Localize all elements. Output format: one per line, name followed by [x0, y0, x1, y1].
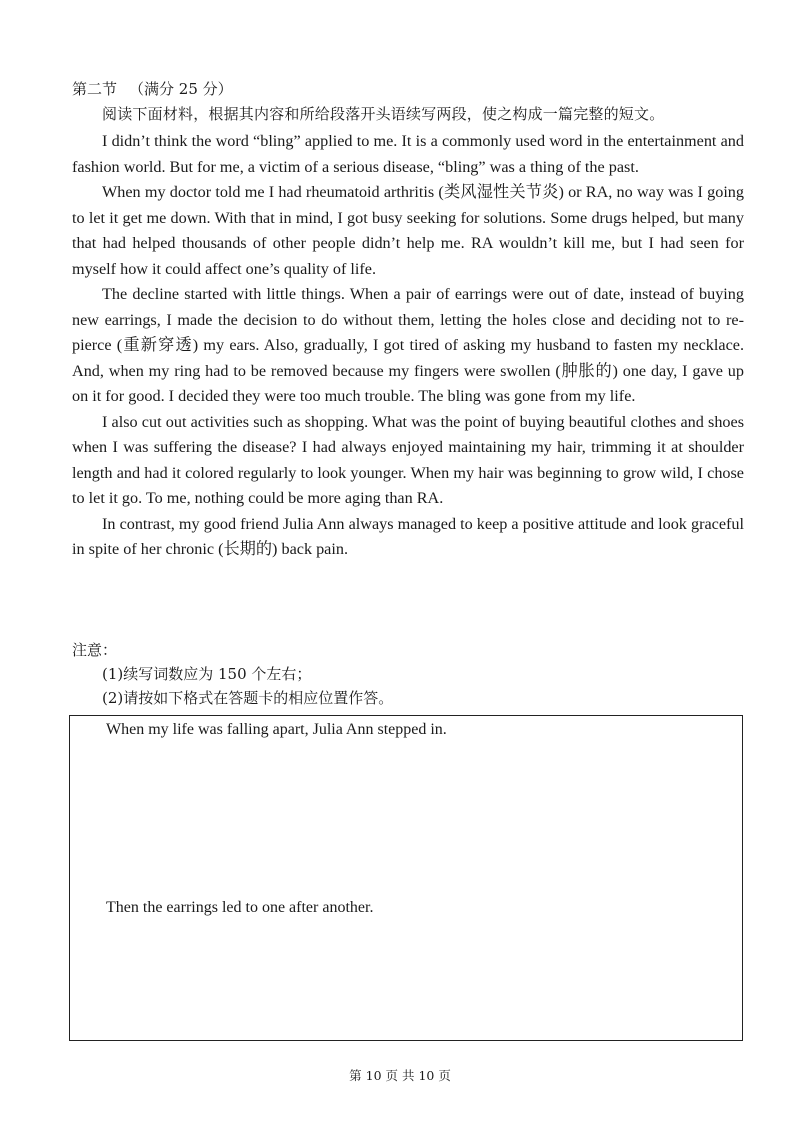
passage-paragraph-2: When my doctor told me I had rheumatoid arthritis (类风湿性关节炎) or RA, no way was I going to let it get me down. With that in mind, I got busy seeking for solutions. Some drugs helped, but many that had helped thousands of other people didn’t help me. RA wouldn’t kill me, but I had seen for myself how it could affect one’s quality of life.: [72, 183, 744, 278]
passage-paragraph-4: I also cut out activities such as shopping. What was the point of buying beautiful clothes and shoes when I was suffering the disease? I had always enjoyed maintaining my hair, trimming it at shoulder length and had it colored regularly to look younger. When my hair was beginning to grow wild, I chose to let it go. To me, nothing could be more aging than RA.: [72, 412, 744, 507]
note-answer-format: (2)请按如下格式在答题卡的相应位置作答。: [102, 689, 394, 707]
task-instruction: 阅读下面材料，根据其内容和所给段落开头语续写两段，使之构成一篇完整的短文。: [102, 105, 665, 123]
section-heading: [72, 78, 233, 100]
passage-paragraph-3: The decline started with little things. When a pair of earrings were out of date, instead of buying new earrings, I made the decision to do without them, letting the holes close and deciding not to re-pierce (重新穿透) my ears. Also, gradually, I got tired of asking my husband to fasten my necklace. And, when my ring had to be removed because my fingers were swollen (肿胀的) one day, I gave up on it for good. I decided they were too much trouble. The bling was gone from my life.: [72, 285, 744, 405]
page-number-footer: 第 10 页 共 10 页: [349, 1068, 451, 1083]
notes-block: [72, 638, 393, 710]
passage-paragraph-5: In contrast, my good friend Julia Ann always managed to keep a positive attitude and look graceful in spite of her chronic (长期的) back pain.: [72, 514, 744, 558]
paragraph-starter-1: When my life was falling apart, Julia Ann stepped in.: [106, 721, 447, 738]
reading-passage: [72, 129, 744, 563]
paragraph-starter-2: Then the earrings led to one after another.: [106, 899, 374, 916]
section-points: （满分 25 分）: [129, 80, 233, 98]
answer-box[interactable]: [69, 715, 743, 1041]
passage-paragraph-1: I didn’t think the word “bling” applied to me. It is a commonly used word in the entertainment and fashion world. But for me, a victim of a serious disease, “bling” was a thing of the past.: [72, 132, 744, 176]
note-word-count: (1)续写词数应为 150 个左右；: [102, 665, 312, 683]
notes-heading: 注意：: [72, 641, 118, 659]
section-title: 第二节: [72, 80, 118, 98]
